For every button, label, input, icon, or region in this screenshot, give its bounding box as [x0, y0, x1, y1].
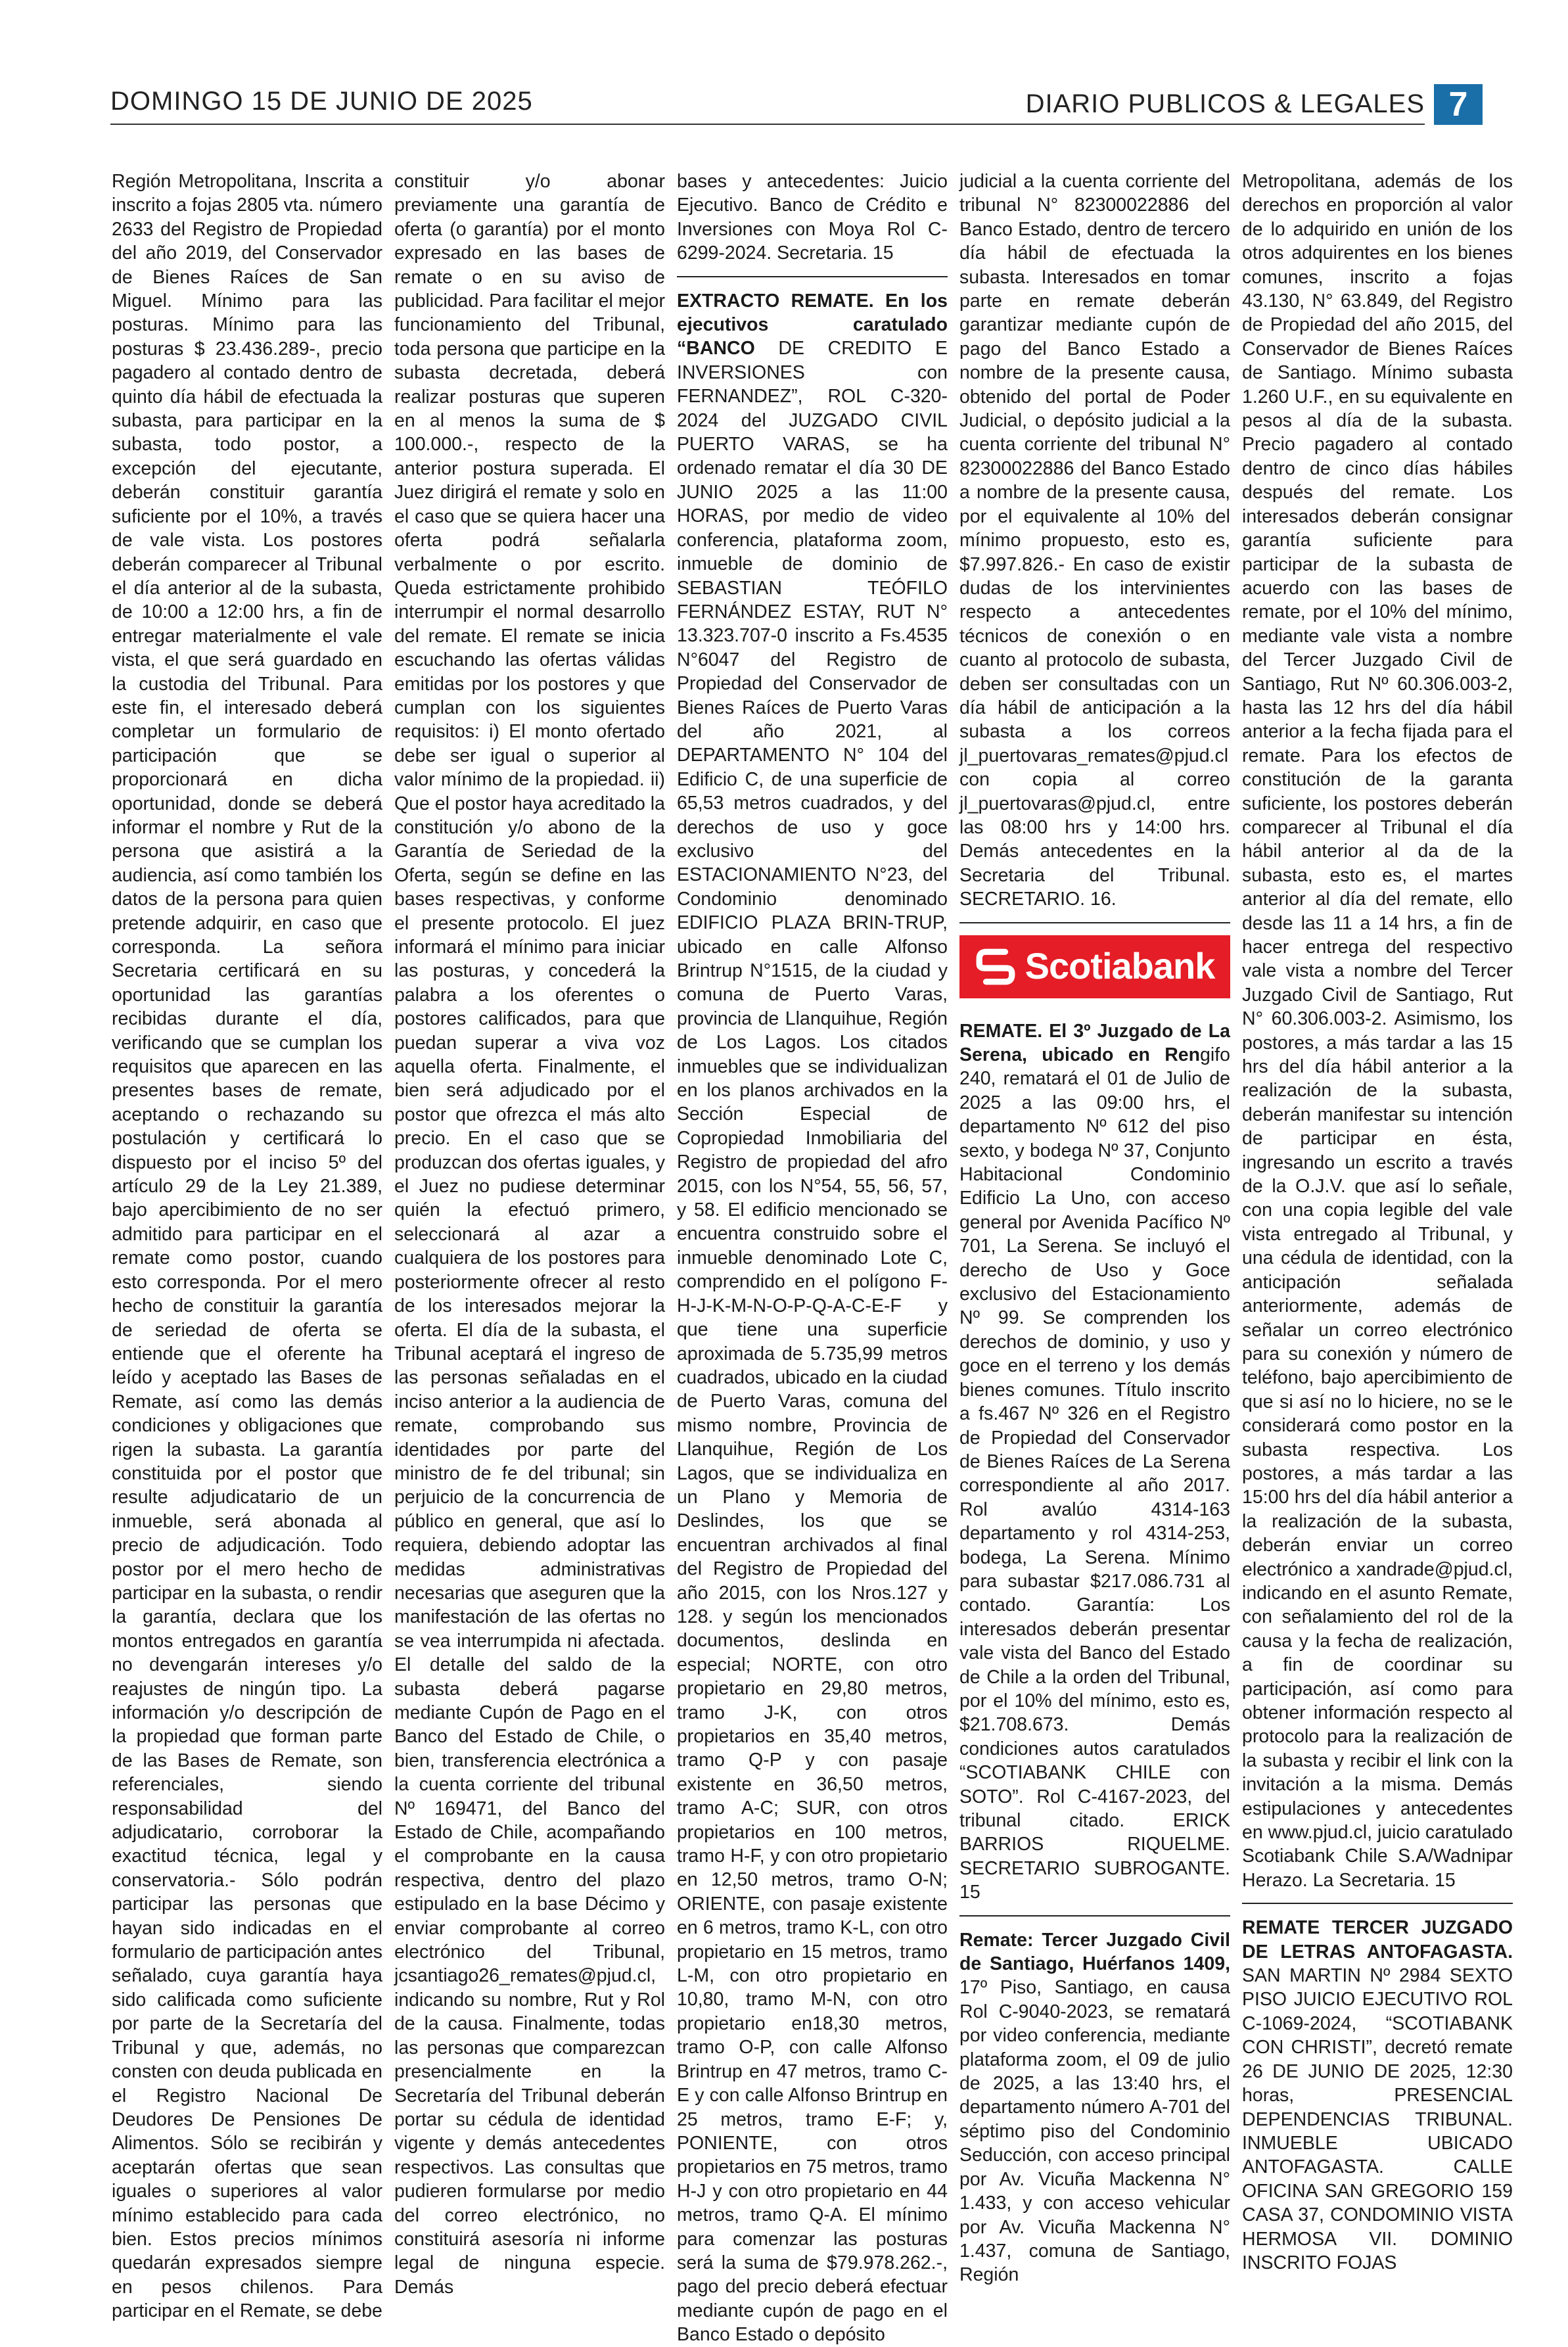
- notice-continuation-protocol: constituir y/o abonar previamente una garantía de oferta (o garantía) por el monto expresado en las bases de remate o en su aviso de publicidad. Para facilitar el mejor funcionamiento del Tribunal, toda persona que participe en la subasta decretada, deberá realizar posturas que superen en al menos la suma de $ 100.000.-, respecto de la anterior postura superada. El Juez dirigirá el remate y solo en el caso que se quiera hacer una oferta podrá señalarla verbalmente o por escrito. Queda estrictamente prohibido interrumpir el normal desarrollo del remate. El remate se inicia escuchando las ofertas válidas emitidas por los postores y que cumplan con los siguientes requisitos: i) El monto ofertado debe ser igual o superior al valor mínimo de la propiedad. ii) Que el postor haya acreditado la constitución y/o abono de la Garantía de Seriedad de la Oferta, según se define en las bases respectivas, y conforme el presente protocolo. El juez informará el mínimo para iniciar las posturas, y concederá la palabra a los oferentes o postores calificados, para que puedan superar a viva voz aquella oferta. Finalmente, el bien será adjudicado por el postor que ofrezca el más alto precio. En el caso que se produzcan dos ofertas iguales, y el Juez no pudiese determinar quién la efectuó primero, seleccionará al azar a cualquiera de los postores para posteriormente ofrecer al resto de los interesados mejorar la oferta. El día de la subasta, el Tribunal aceptará el ingreso de las personas señaladas en el inciso anterior a la audiencia de remate, comprobando sus identidades por parte del ministro de fe del tribunal; sin perjuicio de la concurrencia de público en general, que así lo requiera, debiendo adoptar las medidas administrativas necesarias que aseguren que la manifestación de las ofertas no se vea interrumpida ni afectada. El detalle del saldo de la subasta deberá pagarse mediante Cupón de Pago en el Banco del Estado de Chile, o bien, transferencia electrónica a la cuenta corriente del tribunal Nº 169471, del Banco del Estado de Chile, acompañando el comprobante en la causa respectiva, dentro del plazo estipulado en la base Décimo y enviar comprobante al correo electrónico del Tribunal, jcsantiago26_remates@pjud.cl, indicando su nombre, Rut y Rol de la causa. Finalmente, todas las personas que comparezcan presencialmente en la Secretaría del Tribunal deberán portar su cédula de identidad vigente y demás antecedentes respectivos. Las consultas que pudieren formularse por medio del correo electrónico, no constituirá asesoría ni informe legal de ninguna especie. Demás: [394, 171, 665, 2298]
- column-2: [394, 170, 665, 2298]
- notice-heading: REMATE TERCER JUZGADO DE LETRAS ANTOFAGASTA.: [1242, 1917, 1513, 1963]
- scotiabank-logo-text: Scotiabank: [1025, 945, 1215, 987]
- notice-santiago: [959, 1928, 1230, 2287]
- notice-divider: [1242, 1903, 1513, 1904]
- column-3: [677, 170, 948, 2346]
- header-rule: [110, 124, 1425, 125]
- notice-heading: Remate: Tercer Juzgado Civil de Santiago, Huérfanos 1409,: [959, 1929, 1230, 1975]
- notice-divider: [677, 276, 948, 277]
- scotiabank-logo-icon: [975, 946, 1016, 987]
- notice-body: DE CREDITO E INVERSIONES con FERNANDEZ”, ROL C-320-2024 del JUZGADO CIVIL PUERTO VARAS, se ha ordenado rematar el día 30 DE JUNIO 2025 a las 11:00 HORAS, por medio de video conferencia, plataforma zoom, inmueble de dominio de SEBASTIAN TEÓFILO FERNÁNDEZ ESTAY, RUT N° 13.323.707-0 inscrito a Fs.4535 N°6047 del Registro de Propiedad del Conservador de Bienes Raíces de Puerto Varas del año 2021, al DEPARTAMENTO N° 104 del Edificio C, de una superficie de 65,53 metros cuadrados, y del derechos de uso y goce exclusivo del ESTACIONAMIENTO N°23, del Condominio denominado EDIFICIO PLAZA BRIN-TRUP, ubicado en calle Alfonso Brintrup N°1515, de la ciudad y comuna de Puerto Varas, provincia de Llanquihue, Región de Los Lagos. Los citados inmuebles que se individualizan en los planos archivados en la Sección Especial de Copropiedad Inmobiliaria del Registro de propiedad del afro 2015, con los N°54, 55, 56, 57, y 58. El edificio mencionado se encuentra construido sobre el inmueble denominado Lote C, comprendido en el polígono F-H-J-K-M-N-O-P-Q-A-C-E-F y que tiene una superficie aproximada de 5.735,99 metros cuadrados, ubicado en la ciudad de Puerto Varas, comuna del mismo nombre, Provincia de Llanquihue, Región de Los Lagos, que se individualiza en un Plano y Memoria de Deslindes, los que se encuentran archivados al final del Registro de Propiedad del año 2015, con los Nros.127 y 128. y según los mencionados documentos, deslinda en especial; NORTE, con otro propietario en 29,80 metros, tramo J-K, con otros propietarios en 35,40 metros, tramo Q-P y con pasaje existente en 36,50 metros, tramo A-C; SUR, con otros propietarios en 100 metros, tramo H-F, y con otro propietario en 12,50 metros, tramo O-N; ORIENTE, con pasaje existente en 6 metros, tramo K-L, con otro propietario en 15 metros, tramo L-M, con otro propietario en 10,80, tramo M-N, con otro propietario en18,30 metros, tramo O-P, con calle Alfonso Brintrup en 47 metros, tramo C-E y con calle Alfonso Brintrup en 25 metros, tramo E-F; y, PONIENTE, con otros propietarios en 75 metros, tramo H-J y con otro propietario en 44 metros, tramo Q-A. El mínimo para comenzar las posturas será la suma de $79.978.262.-, pago del precio deberá efectuar mediante cupón de pago en el Banco Estado o depósito: [677, 338, 948, 2346]
- column-1: [112, 170, 382, 2322]
- notice-heading: REMATE. El 3º Juzgado de La Serena, ubicado en Ren: [959, 1020, 1230, 1065]
- scotiabank-logo: [959, 935, 1230, 998]
- notice-end-santiago: Metropolitana, además de los derechos en proporción al valor de lo adquirido en unión de los otros adquirentes en los bienes comunes, inscrito a fojas 43.130, N° 63.849, del Registro de Propiedad del año 2015, del Conservador de Bienes Raíces de Santiago. Mínimo subasta 1.260 U.F., en su equivalente en pesos al día de la subasta. Precio pagadero al contado dentro de cinco días hábiles después del remate. Los interesados deberán consignar garantía suficiente para participar de la subasta de acuerdo con las bases de remate, por el 10% del mínimo, mediante vale vista a nombre del Tercer Juzgado Civil de Santiago, Rut Nº 60.306.003-2, hasta las 12 hrs del día hábil anterior a la fecha fijada para el remate. Para los efectos de constitución de la garanta suficiente, los postores deberán comparecer al Tribunal el día hábil anterior al da de la subasta, esto es, el martes anterior al día del remate, ello desde las 11 a 14 hrs, a fin de hacer entrega del respectivo vale vista a nombre del Tercer Juzgado Civil de Santiago, Rut N° 60.306.003-2. Asimismo, los postores, a más tardar a las 15 hrs del día hábil anterior a la realización de la subasta, deberán manifestar su intención de participar en ésta, ingresando un escrito a través de la O.J.V. que así lo señale, con una copia legible del vale vista entregado al Tribunal, y una cédula de identidad, con la anticipación señalada anteriormente, además de señalar un correo electrónico para su conexión y número de teléfono, bajo apercibimiento de que si así no lo hiciere, no se le considerará como postor en la subasta respectiva. Los postores, a más tardar a las 15:00 hrs del día hábil anterior a la realización de la subasta, deberán enviar un correo electrónico a xandrade@pjud.cl, indicando en el asunto Remate, con señalamiento del rol de la causa y la fecha de realización, a fin de coordinar su participación, así como para obtener información respecto al protocolo para la realización de la subasta y recibir el link con la invitación a la misma. Demás estipulaciones y antecedentes en www.pjud.cl, juicio caratulado Scotiabank Chile S.A/Wadnipar Herazo. La Secretaria. 15: [1242, 171, 1513, 1891]
- notice-end-bci-moya: bases y antecedentes: Juicio Ejecutivo. Banco de Crédito e Inversiones con Moya Rol C-6299-2024. Secretaria. 15: [677, 171, 948, 264]
- notice-body: SAN MARTIN Nº 2984 SEXTO PISO JUICIO EJECUTIVO ROL C-1069-2024, “SCOTIABANK CON CHRISTI”, decretó remate 26 DE JUNIO DE 2025, 12:30 horas, PRESENCIAL DEPENDENCIAS TRIBUNAL. INMUEBLE UBICADO ANTOFAGASTA. CALLE OFICINA SAN GREGORIO 159 CASA 37, CONDOMINIO VISTA HERMOSA VII. DOMINIO INSCRITO FOJAS: [1242, 1965, 1513, 2273]
- notice-divider: [959, 1915, 1230, 1917]
- publication-title: DIARIO PUBLICOS & LEGALES: [1025, 89, 1425, 118]
- notice-continuation-san-miguel: Región Metropolitana, Inscrita a inscrito a fojas 2805 vta. número 2633 del Registro de Propiedad del año 2019, del Conservador de Bienes Raíces de San Miguel. Mínimo para las posturas. Mínimo para las posturas $ 23.436.289-, precio pagadero al contado dentro de quinto día hábil de efectuada la subasta, para participar en la subasta, todo postor, a excepción del ejecutante, deberán constituir garantía suficiente por el 10%, a través de vale vista. Los postores deberán comparecer al Tribunal el día anterior al de la subasta, de 10:00 a 12:00 hrs, a fin de entregar materialmente el vale vista, el que será guardado en la custodia del Tribunal. Para este fin, el interesado deberá completar un formulario de participación que se proporcionará en dicha oportunidad, donde se deberá informar el nombre y Rut de la persona que asistirá a la audiencia, así como también los datos de la persona para quien pretende adquirir, en caso que corresponda. La señora Secretaria certificará en su oportunidad las garantías recibidas durante el día, verificando que se cumplan los requisitos que aparecen en las presentes bases de remate, aceptando o rechazando su postulación y certificará lo dispuesto por el inciso 5º del artículo 29 de la Ley 21.389, bajo apercibimiento de no ser admitido para participar en el remate como postor, cuando esto corresponda. Por el mero hecho de constituir la garantía de seriedad de oferta se entiende que el oferente ha leído y aceptado las Bases de Remate, así como las demás condiciones y obligaciones que rigen la subasta. La garantía constituida por el postor que resulte adjudicatario de un inmueble, será abonada al precio de adjudicación. Todo postor por el mero hecho de participar en la subasta, o rendir la garantía, declara que los montos entregados en garantía no devengarán intereses y/o reajustes de ningún tipo. La información y/o descripción de la propiedad que forman parte de las Bases de Remate, son referenciales, siendo responsabilidad del adjudicatario, corroborar la exactitud técnica, legal y conservatoria.- Sólo podrán participar las personas que hayan sido indicadas en el formulario de participación antes señalado, cuya garantía haya sido calificada como suficiente por parte de la Secretaría del Tribunal y que, además, no consten con deuda publicada en el Registro Nacional De Deudores De Pensiones De Alimentos. Sólo se recibirán y aceptarán ofertas que sean iguales o superiores al valor mínimo establecido para cada bien. Estos precios mínimos quedarán expresados siempre en pesos chilenos. Para participar en el Remate, se debe: [112, 171, 382, 2322]
- notice-divider: [959, 922, 1230, 923]
- notice-end-puerto-varas: judicial a la cuenta corriente del tribunal N° 82300022886 del Banco Estado, dentro de tercero día hábil de efectuada la subasta. Interesados en tomar parte en remate deberán garantizar mediante cupón de pago del Banco Estado a nombre de la presente causa, obtenido del portal de Poder Judicial, o depósito judicial a la cuenta corriente del tribunal N° 82300022886 del Banco Estado a nombre de la presente causa, por el equivalente al 10% del mínimo propuesto, esto es, $7.997.826.- En caso de existir dudas de los intervinientes respecto a antecedentes técnicos de conexión o en cuanto al protocolo de subasta, deben ser consultadas con un día hábil de anticipación a la subasta a los correos jl_puertovaras_remates@pjud.cl con copia al correo jl_puertovaras@pjud.cl, entre las 08:00 hrs y 14:00 hrs. Demás antecedentes en la Secretaria del Tribunal. SECRETARIO. 16.: [959, 171, 1230, 910]
- notice-body: gifo 240, rematará el 01 de Julio de 2025 a las 09:00 hrs, el departamento Nº 612 del piso sexto, y bodega Nº 37, Conjunto Habitacional Condominio Edificio La Uno, con acceso general por Avenida Pacífico Nº 701, La Serena. Se incluyó el derecho de Uso y Goce exclusivo del Estacionamiento Nº 99. Se comprenden los derechos de dominio, y uso y goce en el terreno y los demás bienes comunes. Título inscrito a fs.467 Nº 326 en el Registro de Propiedad del Conservador de Bienes Raíces de La Serena correspondiente al año 2017. Rol avalúo 4314-163 departamento y rol 4314-253, bodega, La Serena. Mínimo para subastar $217.086.731 al contado. Garantía: Los interesados deberán presentar vale vista del Banco del Estado de Chile a la orden del Tribunal, por el 10% del mínimo, esto es, $21.708.673. Demás condiciones autos caratulados “SCOTIABANK CHILE con SOTO”. Rol C-4167-2023, del tribunal citado. ERICK BARRIOS RIQUELME. SECRETARIO SUBROGANTE. 15: [959, 1044, 1230, 1903]
- notice-puerto-varas: [677, 289, 948, 2347]
- issue-date: DOMINGO 15 DE JUNIO DE 2025: [110, 87, 533, 116]
- notice-body: 17º Piso, Santiago, en causa Rol C-9040-2023, se rematará por video conferencia, mediante plataforma zoom, el 09 de julio de 2025, a las 13:40 hrs, el departamento número A-701 del séptimo piso del Condominio Seducción, con acceso principal por Av. Vicuña Mackenna N° 1.433, y con acceso vehicular por Av. Vicuña Mackenna N° 1.437, comuna de Santiago, Región: [959, 1977, 1230, 2286]
- notice-heading: EXTRACTO REMATE. En los ejecutivos caratulado “BANCO: [677, 290, 948, 360]
- column-4: [959, 170, 1230, 2286]
- page-header: [110, 84, 1483, 125]
- notice-antofagasta: [1242, 1916, 1513, 2275]
- notice-la-serena: [959, 1019, 1230, 1905]
- page-number-badge: 7: [1434, 84, 1483, 125]
- column-5: [1242, 170, 1513, 2273]
